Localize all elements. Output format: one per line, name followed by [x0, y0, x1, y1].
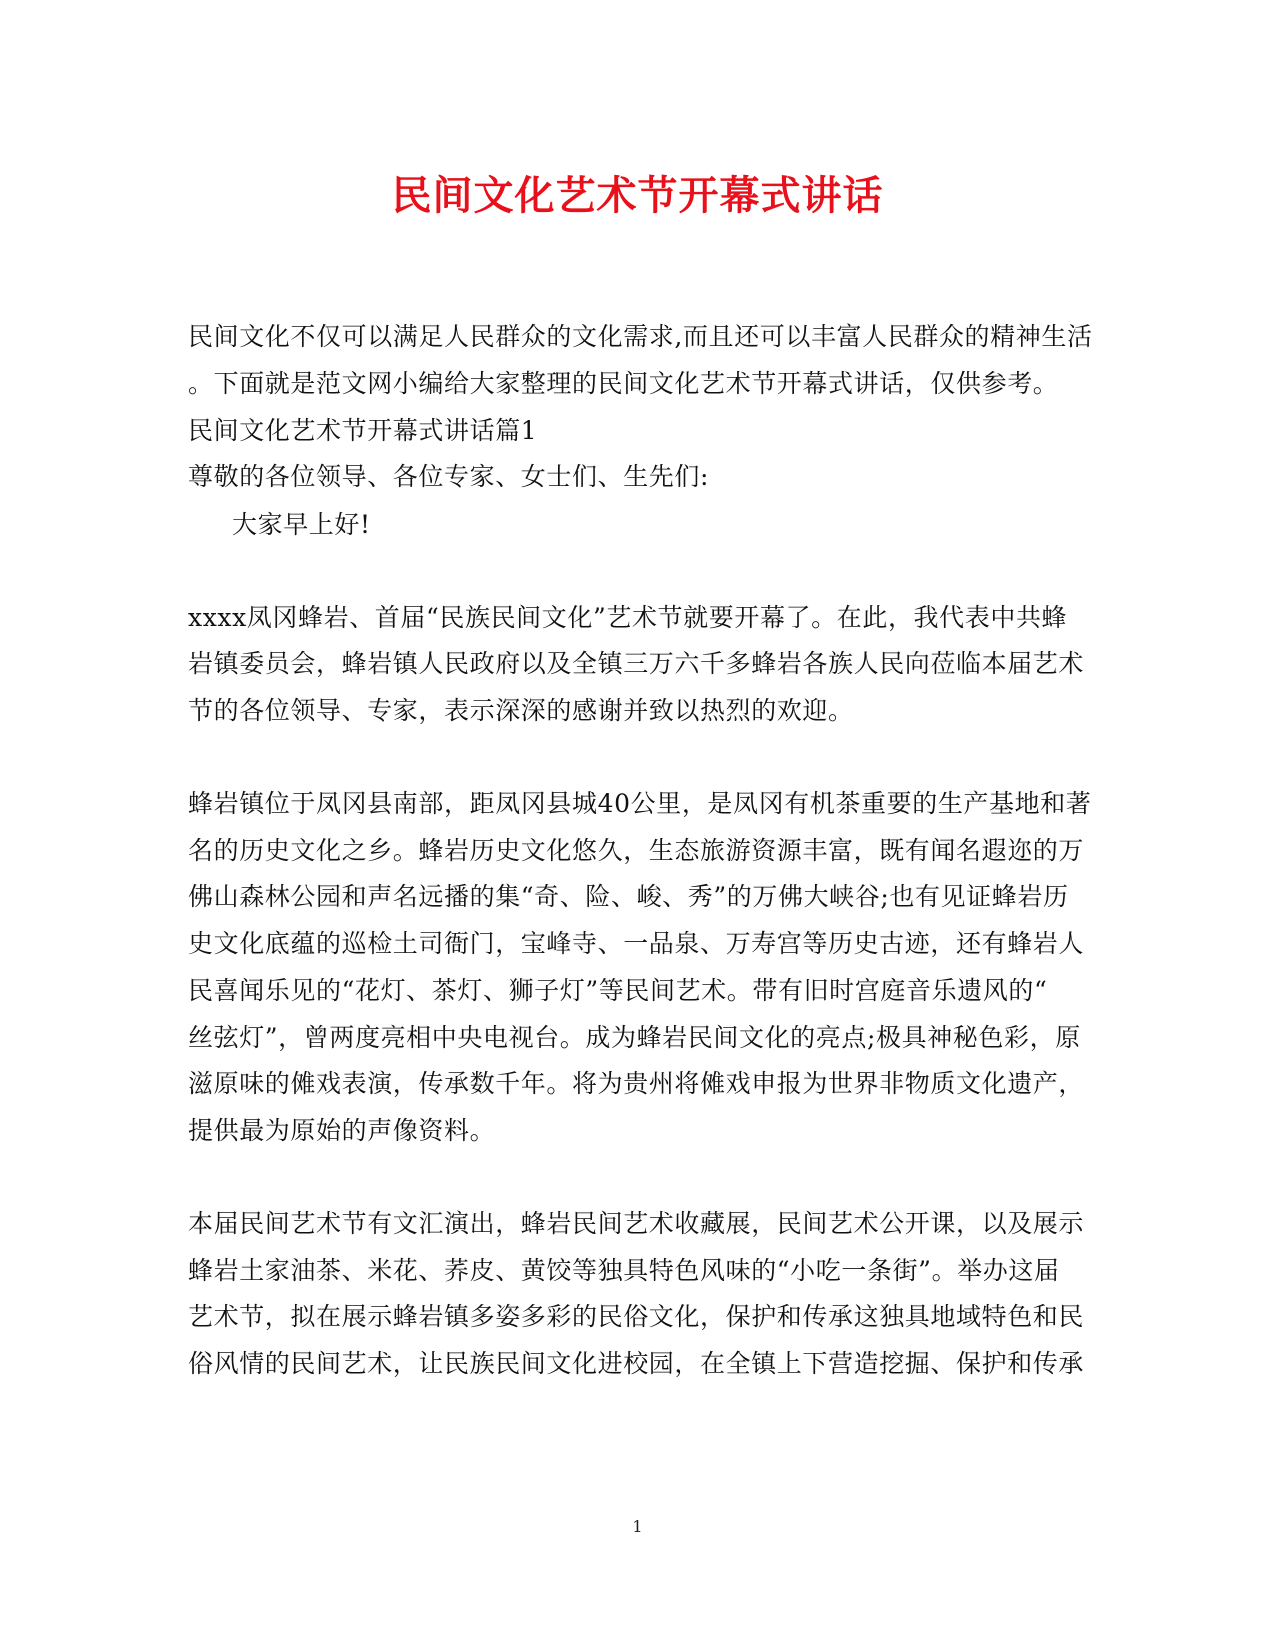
paragraph-line: 佛山森林公园和声名远播的集“奇、险、峻、秀”的万佛大峡谷;也有见证蜂岩历 [188, 882, 1069, 911]
paragraph-line: 艺术节，拟在展示蜂岩镇多姿多彩的民俗文化，保护和传承这独具地域特色和民 [188, 1302, 1085, 1331]
paragraph-line: 节的各位领导、专家，表示深深的感谢并致以热烈的欢迎。 [188, 696, 854, 725]
paragraph-line: 本届民间艺术节有文汇演出，蜂岩民间艺术收藏展，民间艺术公开课，以及展示 [188, 1209, 1085, 1238]
paragraph-line: 提供最为原始的声像资料。 [188, 1116, 496, 1145]
paragraph-line: xxxx凤冈蜂岩、首届“民族民间文化”艺术节就要开幕了。在此，我代表中共蜂 [188, 603, 1068, 632]
paragraph-line: 史文化底蕴的巡检土司衙门，宝峰寺、一品泉、万寿宫等历史古迹，还有蜂岩人 [188, 929, 1085, 958]
paragraph-line: 蜂岩镇位于凤冈县南部，距凤冈县城40公里，是凤冈有机茶重要的生产基地和著 [188, 789, 1092, 818]
paragraph-line: 名的历史文化之乡。蜂岩历史文化悠久，生态旅游资源丰富，既有闻名遐迩的万 [188, 836, 1085, 865]
paragraph-line: 丝弦灯”，曾两度亮相中央电视台。成为蜂岩民间文化的亮点;极具神秘色彩，原 [188, 1023, 1081, 1052]
paragraph-line: 民喜闻乐见的“花灯、茶灯、狮子灯”等民间艺术。带有旧时宫庭音乐遗风的“ [188, 976, 1048, 1005]
paragraph-line: 民间文化不仅可以满足人民群众的文化需求,而且还可以丰富人民群众的精神生活 [188, 322, 1093, 351]
paragraph-line: 滋原味的傩戏表演，传承数千年。将为贵州将傩戏申报为世界非物质文化遗产， [188, 1069, 1085, 1098]
paragraph-line: 俗风情的民间艺术，让民族民间文化进校园，在全镇上下营造挖掘、保护和传承 [188, 1349, 1085, 1378]
salutation: 尊敬的各位领导、各位专家、女士们、生先们: [188, 462, 710, 491]
paragraph-line: 岩镇委员会，蜂岩镇人民政府以及全镇三万六千多蜂岩各族人民向莅临本届艺术 [188, 649, 1085, 678]
page-title: 民间文化艺术节开幕式讲话 [391, 172, 884, 219]
paragraph-line: 。下面就是范文网小编给大家整理的民间文化艺术节开幕式讲话，仅供参考。 [188, 369, 1059, 398]
section-heading: 民间文化艺术节开幕式讲话篇1 [188, 416, 538, 445]
greeting: 大家早上好! [232, 510, 371, 539]
paragraph-line: 蜂岩土家油茶、米花、荞皮、黄饺等独具特色风味的“小吃一条街”。举办这届 [188, 1256, 1060, 1285]
page-number: 1 [632, 1517, 643, 1536]
